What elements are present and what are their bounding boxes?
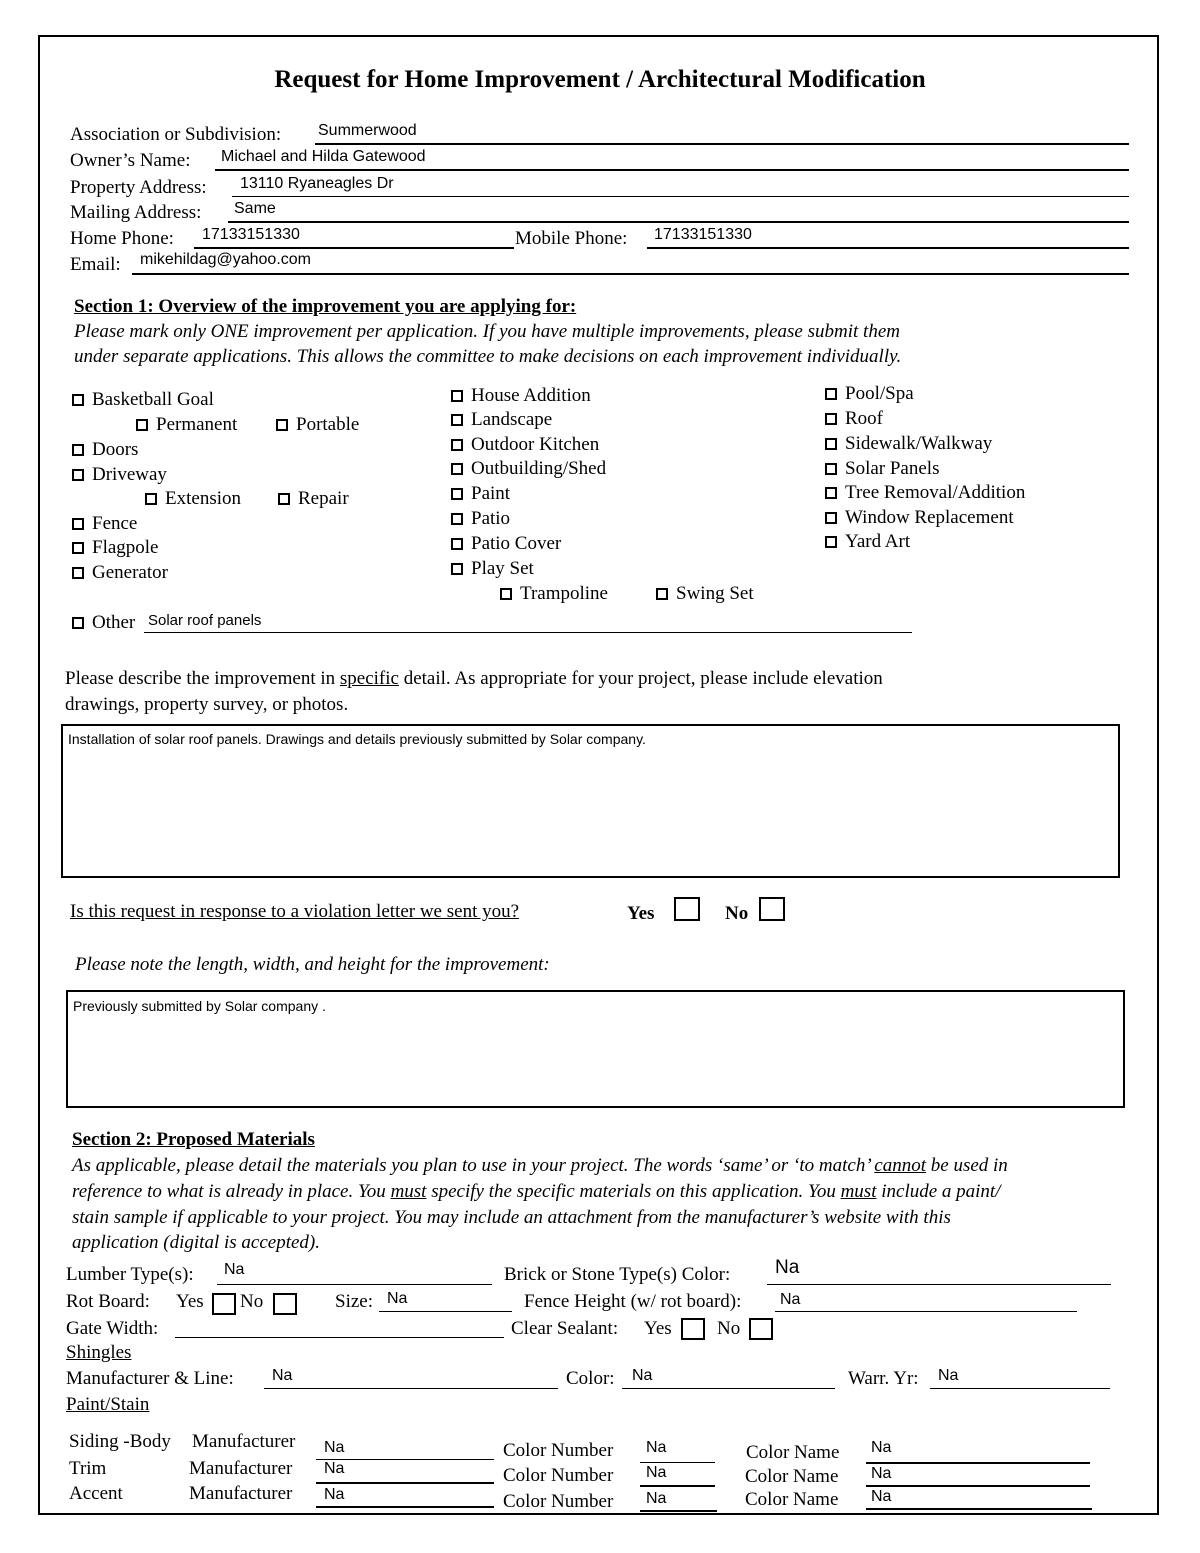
- violation-yes-checkbox[interactable]: [674, 897, 700, 921]
- description-textarea[interactable]: [61, 724, 1120, 878]
- checkbox-icon[interactable]: [825, 512, 837, 524]
- instr1-text: As applicable, please detail the materials you plan to use in your project. The words ‘same’ or ‘to match’: [72, 1155, 875, 1176]
- violation-question: Is this request in response to a violation letter we sent you?: [70, 901, 520, 922]
- checkbox-icon[interactable]: [500, 588, 512, 600]
- checkbox-pool-spa[interactable]: [825, 383, 914, 405]
- home-phone-underline: [194, 247, 514, 249]
- checkbox-icon[interactable]: [825, 536, 837, 548]
- window-label: Window Replacement: [845, 507, 1014, 528]
- play-set-label: Play Set: [471, 558, 534, 579]
- paint-label: Paint: [471, 483, 511, 504]
- checkbox-driveway[interactable]: [72, 464, 167, 486]
- siding-color-name-label: Color Name: [746, 1442, 840, 1463]
- yard-art-label: Yard Art: [845, 531, 911, 552]
- trim-color-name-field[interactable]: Na: [871, 1465, 892, 1482]
- checkbox-flagpole[interactable]: [72, 537, 159, 559]
- lumber-label: Lumber Type(s):: [66, 1264, 194, 1285]
- outbuilding-label: Outbuilding/Shed: [471, 458, 607, 479]
- checkbox-other[interactable]: [72, 612, 135, 634]
- violation-no-checkbox[interactable]: [759, 897, 785, 921]
- checkbox-icon[interactable]: [72, 394, 84, 406]
- home-phone-field[interactable]: 17133151330: [202, 226, 300, 243]
- dimensions-value: Previously submitted by Solar company .: [73, 998, 326, 1014]
- dimensions-prompt: Please note the length, width, and height for the improvement:: [75, 954, 550, 975]
- describe-text-post: detail. As appropriate for your project, please include elevation: [398, 668, 883, 689]
- checkbox-swing-set[interactable]: [656, 583, 754, 605]
- checkbox-solar-panels[interactable]: [825, 458, 939, 480]
- violation-yes-label: Yes: [627, 903, 655, 924]
- describe-prompt-line2: drawings, property survey, or photos.: [65, 694, 349, 715]
- sidewalk-label: Sidewalk/Walkway: [845, 433, 993, 454]
- checkbox-generator[interactable]: [72, 562, 168, 584]
- sealant-label: Clear Sealant:: [511, 1318, 619, 1339]
- siding-color-name-underline: [866, 1462, 1090, 1464]
- mobile-phone-label: Mobile Phone:: [515, 228, 628, 249]
- mailing-address-underline: [228, 221, 1129, 223]
- checkbox-icon[interactable]: [72, 444, 84, 456]
- sealant-no-checkbox[interactable]: [749, 1318, 773, 1340]
- checkbox-icon[interactable]: [451, 488, 463, 500]
- sealant-yes-label: Yes: [644, 1318, 672, 1339]
- checkbox-repair[interactable]: [278, 488, 349, 510]
- association-underline: [315, 143, 1129, 145]
- checkbox-icon[interactable]: [451, 414, 463, 426]
- solar-panels-label: Solar Panels: [845, 458, 940, 479]
- trampoline-label: Trampoline: [520, 583, 608, 604]
- property-address-label: Property Address:: [70, 177, 207, 198]
- checkbox-icon[interactable]: [825, 487, 837, 499]
- manufacturer-line-field[interactable]: Na: [272, 1367, 293, 1384]
- rot-no-label: No: [240, 1291, 264, 1312]
- email-label: Email:: [70, 254, 121, 275]
- checkbox-window[interactable]: [825, 507, 1014, 529]
- accent-manufacturer-field[interactable]: Na: [324, 1486, 345, 1503]
- house-addition-label: House Addition: [471, 385, 591, 406]
- trim-manufacturer-field[interactable]: Na: [324, 1460, 345, 1477]
- checkbox-fence[interactable]: [72, 513, 137, 535]
- instr2-must2: must: [840, 1181, 877, 1202]
- checkbox-patio[interactable]: [451, 508, 510, 530]
- email-underline: [132, 273, 1129, 275]
- checkbox-permanent[interactable]: [136, 414, 237, 436]
- pool-spa-label: Pool/Spa: [845, 383, 914, 404]
- flagpole-label: Flagpole: [92, 537, 159, 558]
- section2-heading: Section 2: Proposed Materials: [72, 1129, 315, 1150]
- home-phone-label: Home Phone:: [70, 228, 174, 249]
- driveway-label: Driveway: [92, 464, 167, 485]
- describe-text: Please describe the improvement in: [65, 668, 340, 689]
- checkbox-paint[interactable]: [451, 483, 510, 505]
- outdoor-kitchen-label: Outdoor Kitchen: [471, 434, 600, 455]
- checkbox-icon[interactable]: [72, 542, 84, 554]
- manufacturer-line-label: Manufacturer & Line:: [66, 1368, 234, 1389]
- checkbox-extension[interactable]: [145, 488, 241, 510]
- violation-no-label: No: [725, 903, 749, 924]
- checkbox-icon[interactable]: [825, 463, 837, 475]
- trim-color-number-label: Color Number: [503, 1465, 614, 1486]
- repair-label: Repair: [298, 488, 349, 509]
- rot-board-label: Rot Board:: [66, 1291, 150, 1312]
- owner-name-label: Owner’s Name:: [70, 150, 191, 171]
- swing-set-label: Swing Set: [676, 583, 754, 604]
- checkbox-icon[interactable]: [825, 438, 837, 450]
- checkbox-icon[interactable]: [451, 439, 463, 451]
- checkbox-icon[interactable]: [825, 388, 837, 400]
- checkbox-patio-cover[interactable]: [451, 533, 561, 555]
- generator-label: Generator: [92, 562, 168, 583]
- accent-color-name-underline: [866, 1508, 1092, 1510]
- mobile-phone-field[interactable]: 17133151330: [654, 226, 752, 243]
- gate-width-underline: [175, 1337, 504, 1338]
- size-field[interactable]: Na: [387, 1290, 408, 1307]
- accent-color-number-underline: [640, 1510, 717, 1512]
- trim-label: Trim: [69, 1458, 107, 1479]
- siding-color-number-field[interactable]: Na: [646, 1439, 667, 1456]
- checkbox-house-addition[interactable]: [451, 385, 591, 407]
- roof-label: Roof: [845, 408, 883, 429]
- association-label: Association or Subdivision:: [70, 124, 282, 145]
- siding-manufacturer-field[interactable]: Na: [324, 1439, 345, 1456]
- accent-color-number-label: Color Number: [503, 1491, 614, 1512]
- rot-yes-checkbox[interactable]: [212, 1293, 236, 1315]
- checkbox-icon[interactable]: [72, 469, 84, 481]
- checkbox-icon[interactable]: [136, 419, 148, 431]
- email-field[interactable]: mikehildag@yahoo.com: [140, 251, 311, 268]
- extension-label: Extension: [165, 488, 241, 509]
- checkbox-icon[interactable]: [72, 518, 84, 530]
- instr1-cannot: cannot: [874, 1155, 927, 1176]
- size-label: Size:: [335, 1291, 373, 1312]
- instr2-mid: specify the specific materials on this application. You: [426, 1181, 841, 1202]
- checkbox-icon[interactable]: [451, 513, 463, 525]
- instr2-text: reference to what is already in place. You: [72, 1181, 391, 1202]
- fence-height-label: Fence Height (w/ rot board):: [524, 1291, 742, 1312]
- warranty-label: Warr. Yr:: [848, 1368, 919, 1389]
- other-underline: [144, 632, 912, 633]
- mobile-phone-underline: [647, 247, 1129, 249]
- checkbox-outbuilding-shed[interactable]: [451, 458, 606, 480]
- checkbox-basketball-goal[interactable]: [72, 389, 214, 411]
- patio-cover-label: Patio Cover: [471, 533, 562, 554]
- siding-body-label: Siding -Body: [69, 1431, 171, 1452]
- brick-field[interactable]: Na: [775, 1257, 800, 1278]
- checkbox-yard-art[interactable]: [825, 531, 910, 553]
- accent-manufacturer-underline: [316, 1506, 494, 1508]
- dimensions-textarea[interactable]: [66, 990, 1125, 1108]
- rot-yes-label: Yes: [176, 1291, 204, 1312]
- paint-stain-heading: Paint/Stain: [66, 1394, 150, 1415]
- lumber-underline: [217, 1284, 492, 1285]
- warranty-underline: [930, 1388, 1110, 1389]
- brick-label: Brick or Stone Type(s) Color:: [504, 1264, 731, 1285]
- rot-no-checkbox[interactable]: [273, 1293, 297, 1315]
- checkbox-trampoline[interactable]: [500, 583, 608, 605]
- describe-prompt-line1: [65, 668, 883, 690]
- checkbox-roof[interactable]: [825, 408, 883, 430]
- section1-instructions-line2: under separate applications. This allows the committee to make decisions on each improvement individually.: [74, 346, 902, 367]
- checkbox-outdoor-kitchen[interactable]: [451, 434, 599, 456]
- manufacturer-line-underline: [264, 1388, 558, 1389]
- basketball-goal-label: Basketball Goal: [92, 389, 214, 410]
- other-field[interactable]: Solar roof panels: [148, 612, 262, 629]
- checkbox-doors[interactable]: [72, 439, 138, 461]
- shingle-color-underline: [622, 1388, 835, 1389]
- siding-manufacturer-label: Manufacturer: [192, 1431, 296, 1452]
- checkbox-icon[interactable]: [451, 463, 463, 475]
- portable-label: Portable: [296, 414, 360, 435]
- checkbox-icon[interactable]: [656, 588, 668, 600]
- checkbox-portable[interactable]: [276, 414, 359, 436]
- owner-name-underline: [215, 169, 1129, 171]
- property-address-field[interactable]: 13110 Ryaneagles Dr: [240, 175, 394, 192]
- fence-label: Fence: [92, 513, 138, 534]
- accent-manufacturer-label: Manufacturer: [189, 1483, 293, 1504]
- checkbox-landscape[interactable]: [451, 409, 552, 431]
- description-value: Installation of solar roof panels. Drawings and details previously submitted by Solar company.: [68, 731, 646, 747]
- patio-label: Patio: [471, 508, 511, 529]
- association-field[interactable]: Summerwood: [318, 122, 417, 139]
- trim-color-number-underline: [640, 1485, 715, 1487]
- section2-instructions-line3: stain sample if applicable to your project. You may include an attachment from the manufacturer’s website with this: [72, 1207, 951, 1228]
- instr1-post: be used in: [926, 1155, 1008, 1176]
- checkbox-icon[interactable]: [72, 567, 84, 579]
- siding-color-number-underline: [640, 1462, 715, 1463]
- checkbox-icon[interactable]: [278, 493, 290, 505]
- other-label: Other: [92, 612, 136, 633]
- shingle-color-field[interactable]: Na: [632, 1367, 653, 1384]
- mailing-address-label: Mailing Address:: [70, 202, 202, 223]
- section2-instructions-line1: [72, 1155, 1008, 1177]
- trim-color-name-label: Color Name: [745, 1466, 839, 1487]
- section1-heading: Section 1: Overview of the improvement you are applying for:: [74, 296, 577, 317]
- describe-specific: specific: [339, 668, 399, 689]
- shingle-color-label: Color:: [566, 1368, 615, 1389]
- section2-instructions-line4: application (digital is accepted).: [72, 1232, 321, 1253]
- checkbox-icon[interactable]: [145, 493, 157, 505]
- lumber-field[interactable]: Na: [224, 1261, 245, 1278]
- instr2-must: must: [390, 1181, 427, 1202]
- gate-width-label: Gate Width:: [66, 1318, 159, 1339]
- tree-label: Tree Removal/Addition: [845, 482, 1026, 503]
- checkbox-icon[interactable]: [825, 413, 837, 425]
- siding-color-number-label: Color Number: [503, 1440, 614, 1461]
- trim-color-name-underline: [866, 1485, 1090, 1487]
- trim-color-number-field[interactable]: Na: [646, 1464, 667, 1481]
- checkbox-sidewalk[interactable]: [825, 433, 992, 455]
- trim-manufacturer-underline: [316, 1482, 494, 1484]
- accent-color-name-field[interactable]: Na: [871, 1488, 892, 1505]
- siding-color-name-field[interactable]: Na: [871, 1439, 892, 1456]
- checkbox-play-set[interactable]: [451, 558, 534, 580]
- instr2-post: include a paint/: [876, 1181, 1001, 1202]
- mailing-address-field[interactable]: Same: [234, 200, 276, 217]
- form-title: Request for Home Improvement / Architectural Modification: [274, 66, 926, 93]
- section2-instructions-line2: [72, 1181, 1001, 1203]
- checkbox-icon[interactable]: [276, 419, 288, 431]
- landscape-label: Landscape: [471, 409, 553, 430]
- checkbox-icon[interactable]: [451, 563, 463, 575]
- fence-height-underline: [775, 1311, 1077, 1312]
- warranty-field[interactable]: Na: [938, 1367, 959, 1384]
- checkbox-icon[interactable]: [451, 390, 463, 402]
- accent-label: Accent: [69, 1483, 123, 1504]
- sealant-no-label: No: [717, 1318, 741, 1339]
- checkbox-tree[interactable]: [825, 482, 1025, 504]
- size-underline: [379, 1311, 512, 1312]
- brick-underline: [767, 1284, 1111, 1285]
- checkbox-icon[interactable]: [72, 617, 84, 629]
- checkbox-icon[interactable]: [451, 538, 463, 550]
- permanent-label: Permanent: [156, 414, 238, 435]
- section1-instructions-line1: Please mark only ONE improvement per application. If you have multiple improvements, please submit them: [74, 321, 900, 342]
- accent-color-name-label: Color Name: [745, 1489, 839, 1510]
- sealant-yes-checkbox[interactable]: [681, 1318, 705, 1340]
- doors-label: Doors: [92, 439, 139, 460]
- fence-height-field[interactable]: Na: [780, 1291, 801, 1308]
- accent-color-number-field[interactable]: Na: [646, 1490, 667, 1507]
- trim-manufacturer-label: Manufacturer: [189, 1458, 293, 1479]
- property-address-underline: [232, 196, 1129, 197]
- owner-name-field[interactable]: Michael and Hilda Gatewood: [221, 148, 426, 165]
- shingles-heading: Shingles: [66, 1342, 132, 1363]
